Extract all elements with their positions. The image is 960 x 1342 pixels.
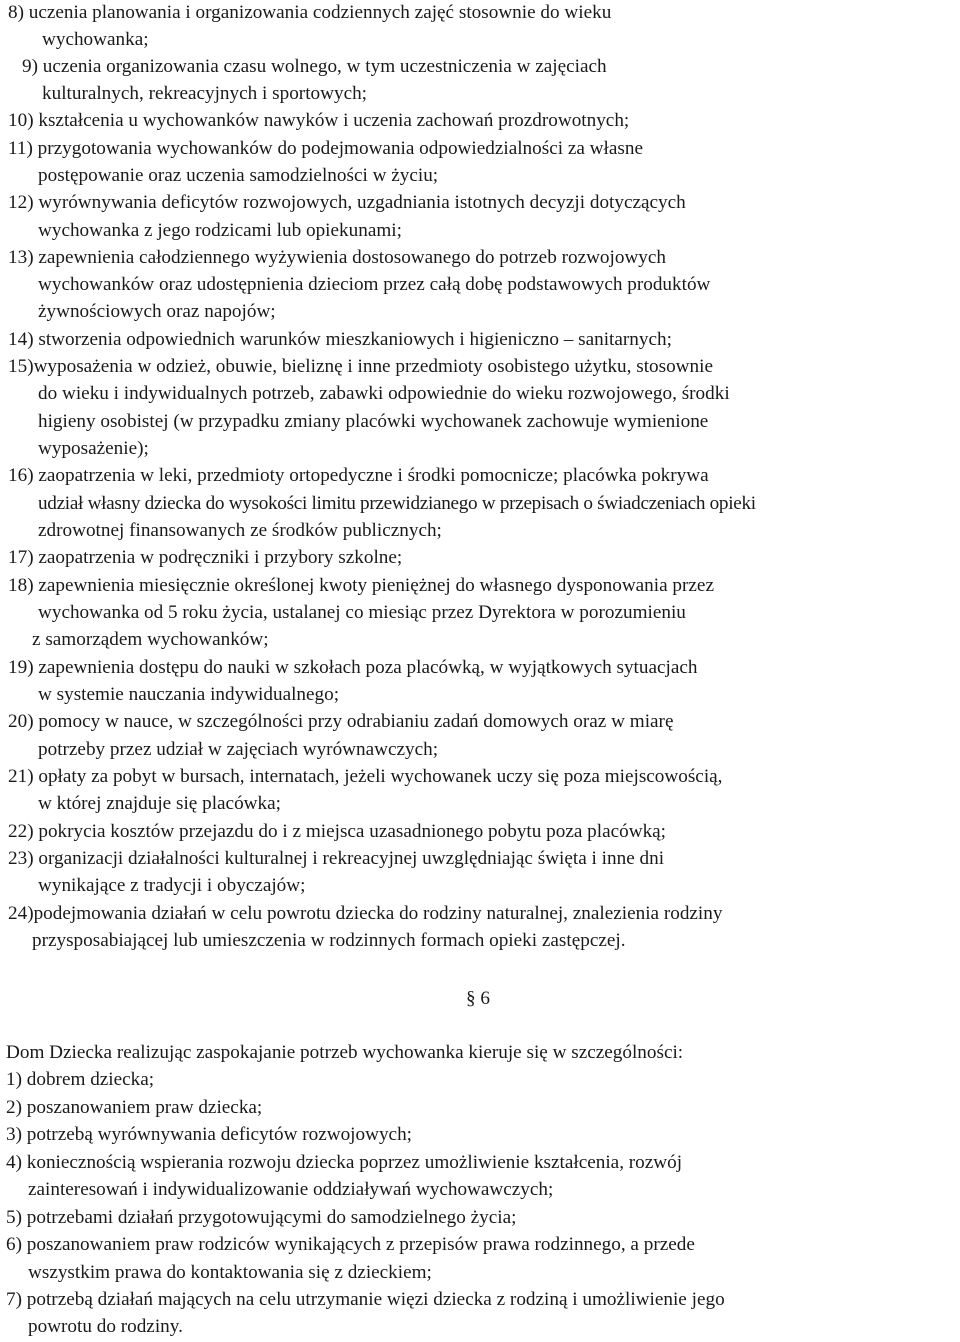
list-item-23-line-1: 23) organizacji działalności kulturalnej i rekreacyjnej uwzględniając święta i inne dni [8, 848, 665, 869]
list-item-10: 10) kształcenia u wychowanków nawyków i uczenia zachowań prozdrowotnych; [8, 110, 630, 131]
list-item-8-line-1: 8) uczenia planowania i organizowania codziennych zajęć stosownie do wieku [8, 2, 612, 23]
list-item-24-line-2: przysposabiającej lub umieszczenia w rodzinnych formach opieki zastępczej. [32, 930, 626, 951]
list-item-21-line-2: w której znajduje się placówka; [38, 793, 281, 814]
list-b-item-3: 3) potrzebą wyrównywania deficytów rozwojowych; [6, 1124, 413, 1145]
list-item-14: 14) stworzenia odpowiednich warunków mieszkaniowych i higieniczno – sanitarnych; [8, 329, 672, 350]
list-item-11-line-2: postępowanie oraz uczenia samodzielności w życiu; [38, 165, 439, 186]
list-item-16-line-2: udział własny dziecka do wysokości limitu przewidzianego w przepisach o świadczeniach opieki [38, 493, 756, 514]
list-b-item-4-line-1: 4) koniecznością wspierania rozwoju dziecka poprzez umożliwienie kształcenia, rozwój [6, 1152, 683, 1173]
list-b-item-7-line-1: 7) potrzebą działań mających na celu utrzymanie więzi dziecka z rodziną i umożliwienie jego [6, 1289, 725, 1310]
list-item-15-line-1: 15)wyposażenia w odzież, obuwie, bieliznę i inne przedmioty osobistego użytku, stosownie [8, 356, 713, 377]
list-item-16-line-1: 16) zaopatrzenia w leki, przedmioty ortopedyczne i środki pomocnicze; placówka pokrywa [8, 465, 709, 486]
list-item-21-line-1: 21) opłaty za pobyt w bursach, internatach, jeżeli wychowanek uczy się poza miejscowością, [8, 766, 723, 787]
list-b-item-6-line-1: 6) poszanowaniem praw rodziców wynikających z przepisów prawa rodzinnego, a przede [6, 1234, 695, 1255]
list-item-16-line-3: zdrowotnej finansowanych ze środków publicznych; [38, 520, 442, 541]
list-item-17: 17) zaopatrzenia w podręczniki i przybory szkolne; [8, 547, 403, 568]
list-item-22: 22) pokrycia kosztów przejazdu do i z miejsca uzasadnionego pobytu poza placówką; [8, 821, 667, 842]
list-item-12-line-1: 12) wyrównywania deficytów rozwojowych, uzgadniania istotnych decyzji dotyczących [8, 192, 686, 213]
list-item-12-line-2: wychowanka z jego rodzicami lub opiekunami; [38, 220, 402, 241]
list-item-19-line-2: w systemie nauczania indywidualnego; [38, 684, 340, 705]
list-item-8-line-2: wychowanka; [42, 29, 149, 50]
list-item-15-line-3: higieny osobistej (w przypadku zmiany placówki wychowanek zachowuje wymienione [38, 411, 709, 432]
list-b-item-2: 2) poszanowaniem praw dziecka; [6, 1097, 263, 1118]
list-item-24-line-1: 24)podejmowania działań w celu powrotu dziecka do rodziny naturalnej, znalezienia rodziny [8, 903, 723, 924]
list-item-19-line-1: 19) zapewnienia dostępu do nauki w szkołach poza placówką, w wyjątkowych sytuacjach [8, 657, 698, 678]
list-b-item-1: 1) dobrem dziecka; [6, 1069, 155, 1090]
list-item-9-line-2: kulturalnych, rekreacyjnych i sportowych; [42, 83, 368, 104]
list-item-18-line-2: wychowanka od 5 roku życia, ustalanej co miesiąc przez Dyrektora w porozumieniu [38, 602, 686, 623]
list-item-20-line-2: potrzeby przez udział w zajęciach wyrównawczych; [38, 739, 439, 760]
list-item-13-line-1: 13) zapewnienia całodziennego wyżywienia dostosowanego do potrzeb rozwojowych [8, 247, 667, 268]
section-heading: § 6 [466, 988, 490, 1009]
list-item-15-line-4: wyposażenie); [38, 438, 149, 459]
list-item-13-line-2: wychowanków oraz udostępnienia dzieciom przez całą dobę podstawowych produktów [38, 274, 711, 295]
list-item-13-line-3: żywnościowych oraz napojów; [38, 301, 276, 322]
intro-paragraph: Dom Dziecka realizując zaspokajanie potrzeb wychowanka kieruje się w szczególności: [6, 1042, 684, 1063]
list-b-item-4-line-2: zainteresowań i indywidualizowanie oddziaływań wychowawczych; [28, 1179, 554, 1200]
list-b-item-5: 5) potrzebami działań przygotowującymi do samodzielnego życia; [6, 1207, 517, 1228]
list-item-23-line-2: wynikające z tradycji i obyczajów; [38, 875, 306, 896]
list-item-18-line-3: z samorządem wychowanków; [32, 629, 269, 650]
list-b-item-7-line-2: powrotu do rodziny. [28, 1316, 183, 1337]
list-item-18-line-1: 18) zapewnienia miesięcznie określonej kwoty pieniężnej do własnego dysponowania przez [8, 575, 714, 596]
list-item-20-line-1: 20) pomocy w nauce, w szczególności przy odrabianiu zadań domowych oraz w miarę [8, 711, 674, 732]
list-b-item-6-line-2: wszystkim prawa do kontaktowania się z dzieckiem; [28, 1262, 432, 1283]
list-item-15-line-2: do wieku i indywidualnych potrzeb, zabawki odpowiednie do wieku rozwojowego, środki [38, 383, 730, 404]
list-item-11-line-1: 11) przygotowania wychowanków do podejmowania odpowiedzialności za własne [8, 138, 643, 159]
list-item-9-line-1: 9) uczenia organizowania czasu wolnego, w tym uczestniczenia w zajęciach [22, 56, 607, 77]
